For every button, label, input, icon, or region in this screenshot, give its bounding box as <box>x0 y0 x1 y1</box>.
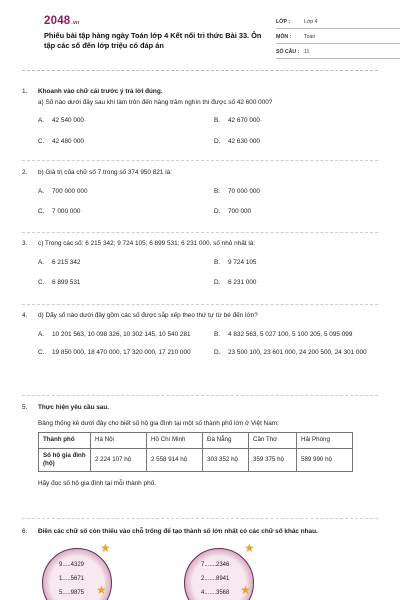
meta-key: MÔN : <box>276 33 292 40</box>
question-text: c) Trong các số: 6 215 342; 9 724 105; 6 899 531; 6 231 000, số nhỏ nhất là: <box>38 240 256 247</box>
site-logo[interactable]: 2048.vn <box>44 15 80 27</box>
table-cell: 303 352 hộ <box>203 448 249 472</box>
table-cell: Hà Nội <box>91 433 147 448</box>
question-text: d) Dãy số nào dưới đây gồm các số được sắp xếp theo thứ tự từ bé đến lớn? <box>38 312 258 319</box>
option-a[interactable]: A. 700 000 000 <box>38 187 88 195</box>
question-text: Bảng thống kê dưới đây cho biết số hộ gia đình tại một số thành phố lớn ở Việt Nam: <box>38 419 279 427</box>
header-divider <box>22 70 378 71</box>
table-cell: Cần Thơ <box>249 433 297 448</box>
meta-value: 11 <box>304 48 310 55</box>
option-d[interactable]: D. 23 500 100, 23 601 000, 24 200 500, 24 301 000 <box>214 349 367 357</box>
option-b[interactable]: B. 9 724 105 <box>214 258 257 266</box>
table-cell: Số hộ gia đình (hộ) <box>39 448 91 472</box>
option-b[interactable]: B. 70 000 000 <box>214 187 260 195</box>
question-number: 4. <box>22 312 28 319</box>
question-number: 3. <box>22 240 28 247</box>
table-row <box>39 448 353 472</box>
question-number: 2. <box>22 169 28 176</box>
question-5 <box>22 404 378 489</box>
question-instruction: Khoanh vào chữ cái trước ý trả lời đúng. <box>38 88 163 95</box>
option-c[interactable]: C. 19 850 000, 18 470 000, 17 320 000, 17 210 000 <box>38 349 191 357</box>
option-d[interactable]: D. 6 231 000 <box>214 279 257 287</box>
table-cell: Đà Nẵng <box>203 433 249 448</box>
meta-info <box>276 14 400 59</box>
table-header-row <box>39 433 353 448</box>
option-c[interactable]: C. 7 000 000 <box>38 208 81 216</box>
question-1 <box>22 88 378 147</box>
table-cell: Thành phố <box>39 433 91 448</box>
question-4 <box>22 312 378 358</box>
star-icon: ★ <box>244 541 255 555</box>
star-icon: ★ <box>96 583 107 597</box>
option-c[interactable]: C. 42 480 000 <box>38 137 84 145</box>
circle-number[interactable]: 9.....4329 <box>59 562 85 568</box>
meta-value: Lớp 4 <box>304 18 318 25</box>
circle-number[interactable]: 2.......8941 <box>201 576 230 582</box>
divider <box>22 232 378 233</box>
option-a[interactable]: A. 42 540 000 <box>38 117 84 125</box>
question-6 <box>22 528 378 537</box>
option-c[interactable]: C. 6 899 531 <box>38 279 81 287</box>
household-table <box>38 432 353 472</box>
divider <box>22 518 378 519</box>
option-d[interactable]: D. 42 630 000 <box>214 137 260 145</box>
table-cell: 2 224 107 hộ <box>91 448 147 472</box>
circle-number[interactable]: 1.....5671 <box>59 576 85 582</box>
meta-key: SỐ CÂU : <box>276 48 300 55</box>
question-number: 1. <box>22 88 28 95</box>
circle-number[interactable]: 4.......3568 <box>201 590 230 596</box>
question-footer: Hãy đọc số hộ gia đình tại mỗi thành phố. <box>38 480 156 488</box>
question-text: a) Số nào dưới đây sau khi làm tròn đến hàng trăm nghìn thì được số 42 600 000? <box>38 98 273 106</box>
question-2 <box>22 169 378 217</box>
circle-number[interactable]: 7.......2346 <box>201 562 230 568</box>
star-icon: ★ <box>100 541 111 555</box>
table-cell: Hải Phòng <box>297 433 353 448</box>
option-b[interactable]: B. 4 832 563, 5 027 100, 5 100 205, 5 095 099 <box>214 330 353 338</box>
table-cell: 589 990 hộ <box>297 448 353 472</box>
option-a[interactable]: A. 6 215 342 <box>38 258 81 266</box>
divider <box>22 304 378 305</box>
table-cell: 2 558 914 hộ <box>147 448 203 472</box>
option-a[interactable]: A. 10 201 563, 10 098 326, 10 302 145, 10 540 281 <box>38 330 191 338</box>
page-title: Phiếu bài tập hàng ngày Toán lớp 4 Kết nối tri thức Bài 33. Ôn tập các số đến lớp triệu có đáp án <box>44 31 262 50</box>
meta-count-row <box>276 44 400 59</box>
table-cell: Hồ Chí Minh <box>147 433 203 448</box>
star-icon: ★ <box>240 583 251 597</box>
question-number: 6. <box>22 528 28 535</box>
question-number: 5. <box>22 404 28 411</box>
divider <box>22 395 378 396</box>
question-3 <box>22 240 378 288</box>
meta-class-row <box>276 14 400 29</box>
option-b[interactable]: B. 42 670 000 <box>214 117 260 125</box>
question-instruction: Thực hiện yêu cầu sau. <box>38 404 110 411</box>
table-cell: 359 375 hộ <box>249 448 297 472</box>
question-text: b) Giá trị của chữ số 7 trong số 374 950 821 là: <box>38 169 172 176</box>
option-d[interactable]: D. 700 000 <box>214 208 252 216</box>
header <box>22 0 378 62</box>
meta-value: Toán <box>304 33 316 40</box>
circle-number[interactable]: 5.....9875 <box>59 590 85 596</box>
meta-subject-row <box>276 29 400 44</box>
meta-key: LỚP : <box>276 18 291 25</box>
question-instruction: Điền các chữ số còn thiếu vào chỗ trống để tạo thành số lớn nhất có các chữ số khác nhau. <box>38 528 318 535</box>
divider <box>22 160 378 161</box>
